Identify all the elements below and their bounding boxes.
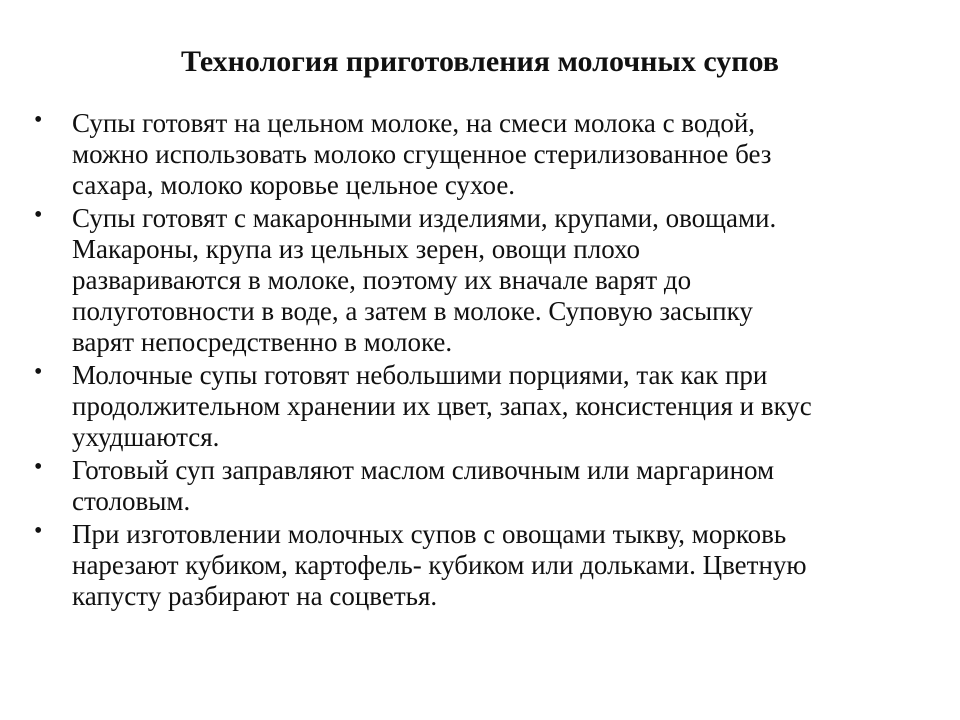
bullet-line: столовым. [72,486,191,516]
bullet-text [72,360,946,453]
bullet-line: Готовый суп заправляют маслом сливочным или маргарином [72,455,775,485]
slide-title: Технология приготовления молочных супов [180,45,779,78]
bullet-icon: • [34,454,43,480]
bullet-line: При изготовлении молочных супов с овощами тыкву, морковь [72,519,787,549]
bullet-icon: • [34,202,43,228]
bullet-item [0,203,960,358]
bullet-item [0,455,960,517]
bullet-text [72,455,946,517]
bullet-icon: • [34,107,43,133]
bullet-line: полуготовности в воде, а затем в молоке. Суповую засыпку [72,296,753,326]
bullet-icon: • [34,518,43,544]
bullet-item [0,360,960,453]
bullet-line: Молочные супы готовят небольшими порциями, так как при [72,360,768,390]
bullet-line: варят непосредственно в молоке. [72,327,453,357]
bullet-line: продолжительном хранении их цвет, запах, консистенция и вкус [72,391,812,421]
bullet-line: Макароны, крупа из цельных зерен, овощи плохо [72,234,641,264]
bullet-text [72,519,946,612]
bullet-line: можно использовать молоко сгущенное стерилизованное без [72,139,772,169]
bullet-list [0,108,960,614]
bullet-line: нарезают кубиком, картофель- кубиком или дольками. Цветную [72,550,807,580]
bullet-line: капусту разбирают на соцветья. [72,581,438,611]
bullet-line: Супы готовят с макаронными изделиями, крупами, овощами. [72,203,777,233]
bullet-item [0,108,960,201]
bullet-line: развариваются в молоке, поэтому их вначале варят до [72,265,692,295]
bullet-line: сахара, молоко коровье цельное сухое. [72,170,516,200]
bullet-text [72,108,946,201]
bullet-item [0,519,960,612]
bullet-line: ухудшаются. [72,422,220,452]
bullet-icon: • [34,359,43,385]
bullet-text [72,203,946,358]
bullet-line: Супы готовят на цельном молоке, на смеси молока с водой, [72,108,756,138]
